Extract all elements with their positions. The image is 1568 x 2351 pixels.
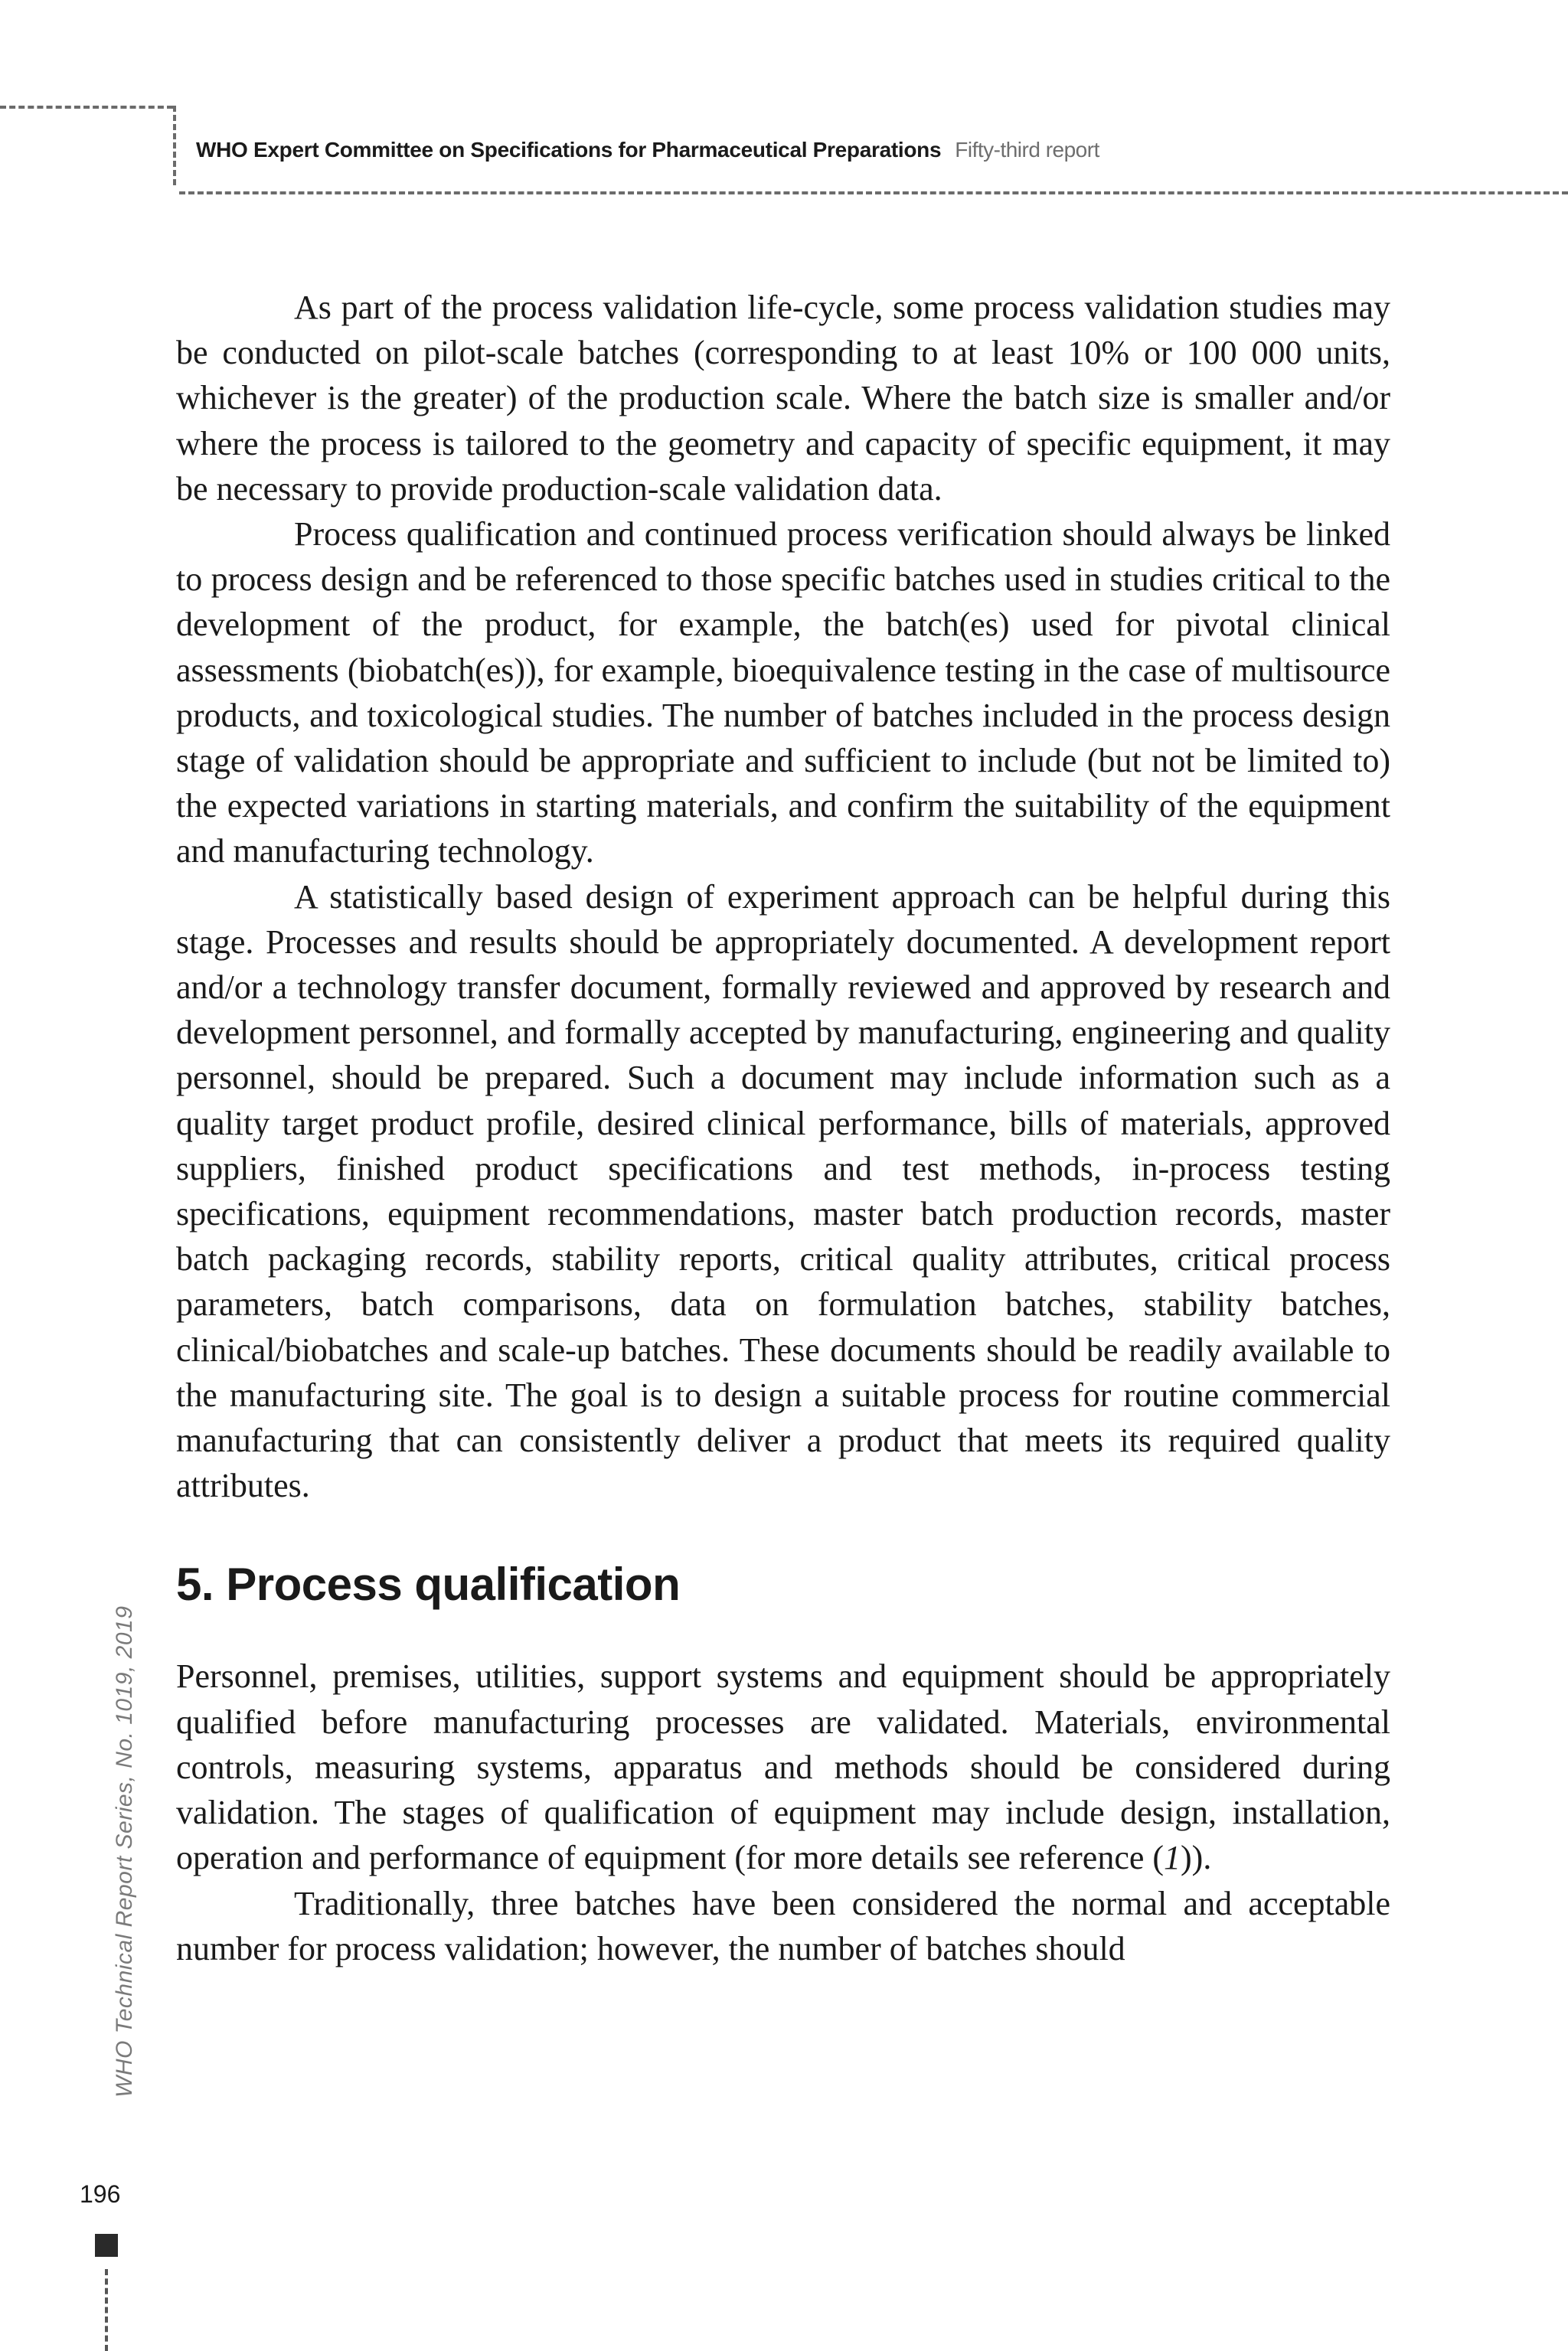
section-paragraph: Traditionally, three batches have been considered the normal and acceptable number for process validation; however, the number of batches should	[176, 1884, 1390, 1967]
section-paragraph-text-end: )).	[1181, 1839, 1212, 1877]
header-dash-vertical	[173, 106, 176, 185]
paragraph: A statistically based design of experiment approach can be helpful during this stage. Processes and results should be appropriately documented. A development report and/or a technology transfer document, formally reviewed and approved by research and development personnel, and formally accepted by manufacturing, engineering and quality personnel, should be prepared. Such a document may include information such as a quality target product profile, desired clinical performance, bills of materials, approved suppliers, finished product specifications and test methods, in-process testing specifications, equipment recommendations, master batch production records, master batch packaging records, stability reports, critical quality attributes, critical process parameters, batch comparisons, data on formulation batches, stability batches, clinical/biobatches and scale-up batches. These documents should be readily available to the manufacturing site. The goal is to design a suitable process for routine commercial manufacturing that can consistently deliver a product that meets its required quality attributes.	[176, 877, 1390, 1505]
section-paragraph-text: Personnel, premises, utilities, support systems and equipment should be appropriately qualified before manufacturing processes are validated. Materials, environmental controls, measuring systems, apparatus and methods should be considered during validation. The stages of qualification of equipment may include design, installation, operation and performance of equipment (for more details see reference (	[176, 1657, 1390, 1877]
reference-number: 1	[1164, 1839, 1181, 1877]
header-dash-top	[0, 106, 173, 109]
section-heading: 5. Process qualification	[176, 1559, 681, 1611]
header-subtitle: Fifty-third report	[955, 138, 1099, 162]
page-number: 196	[80, 2180, 121, 2208]
running-header	[196, 138, 1099, 162]
main-content	[176, 285, 1390, 1971]
header-title: WHO Expert Committee on Specifications for Pharmaceutical Preparations	[196, 138, 942, 162]
paragraph: Process qualification and continued process verification should always be linked to process design and be referenced to those specific batches used in studies critical to the development of the product, for example, the batch(es) used for pivotal clinical assessments (biobatch(es)), for example, bioequivalence testing in the case of multisource products, and toxicological studies. The number of batches included in the process design stage of validation should be appropriate and sufficient to include (but not be limited to) the expected variations in starting materials, and confirm the suitability of the equipment and manufacturing technology.	[176, 515, 1390, 870]
page-marker-square	[95, 2234, 118, 2257]
paragraph: As part of the process validation life-cycle, some process validation studies may be conducted on pilot-scale batches (corresponding to at least 10% or 100 000 units, whichever is the greater) of the production scale. Where the batch size is smaller and/or where the process is tailored to the geometry and capacity of specific equipment, it may be necessary to provide production-scale validation data.	[176, 289, 1390, 508]
header-dash-bottom	[179, 191, 1568, 194]
section-paragraph	[176, 1654, 1390, 1880]
series-sidebar: WHO Technical Report Series, No. 1019, 2019	[112, 1605, 137, 2098]
page-dash-vertical	[105, 2269, 108, 2351]
